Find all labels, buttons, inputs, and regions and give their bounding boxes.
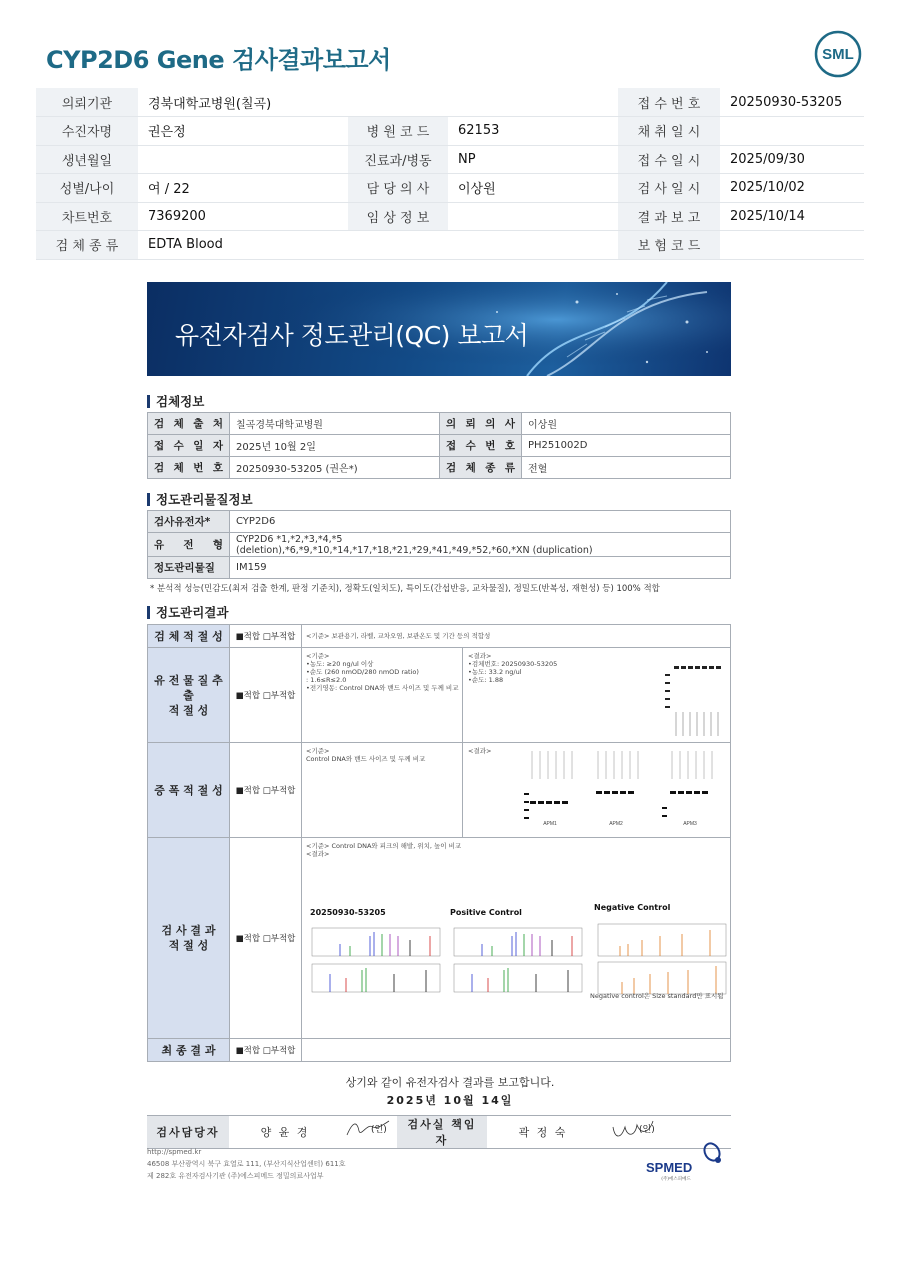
specimen-adequacy-criteria: <기준> 보관용기, 라벨, 교차오염, 보관온도 및 기간 등의 적합성	[306, 632, 491, 640]
info-value: EDTA Blood	[138, 231, 348, 260]
info-value	[720, 117, 864, 146]
spmed-logo-subtext: (주)에스피메드	[661, 1177, 691, 1182]
info-label: 병 원 코 드	[348, 117, 448, 146]
banner-title: 유전자검사 정도관리(QC) 보고서	[175, 321, 529, 350]
tech-name: 양 윤 경	[229, 1116, 341, 1149]
extraction-label-line-1: 유 전 물 질 추 출	[154, 673, 223, 702]
info-label: 채 취 일 시	[618, 117, 720, 146]
genotype-line-1: CYP2D6 *1,*2,*3,*4,*5	[236, 533, 343, 545]
test-gene: CYP2D6	[230, 511, 731, 533]
report-title: CYP2D6 Gene 검사결과보고서	[46, 46, 391, 74]
specimen-source: 칠곡경북대학교병원	[230, 413, 440, 435]
tech-label: 검사담당자	[147, 1116, 229, 1149]
info-value	[448, 88, 618, 117]
qc-material-label: 정도관리물질	[148, 557, 230, 579]
info-label: 검 체 종 류	[36, 231, 138, 260]
info-value: 여 / 22	[138, 174, 348, 203]
qc-material: IM159	[230, 557, 731, 579]
gel-label-apm3: APM3	[683, 821, 697, 827]
receipt-date: 2025년 10월 2일	[230, 435, 440, 457]
info-value	[448, 202, 618, 231]
specimen-type: 전혈	[522, 457, 731, 479]
info-value: 이상원	[448, 174, 618, 203]
info-value: 경북대학교병원(칠곡)	[138, 88, 348, 117]
director-name: 곽 정 숙	[487, 1116, 599, 1149]
specimen-number-label: 검 체 번 호	[148, 457, 230, 479]
info-label: 수진자명	[36, 117, 138, 146]
ordering-doctor-label: 의 뢰 의 사	[440, 413, 522, 435]
result-adequacy-label	[148, 838, 230, 1038]
info-value: NP	[448, 145, 618, 174]
result-label-line-1: 검 사 결 과	[161, 924, 216, 937]
extraction-adequacy-label	[148, 648, 230, 742]
gel-label-apm1: APM1	[543, 821, 557, 827]
info-label	[348, 231, 448, 260]
extraction-adequacy-check: ■적합 □부적합	[230, 648, 302, 742]
qc-material-table	[147, 510, 731, 579]
panel-title-sample: 20250930-53205	[310, 908, 386, 917]
closing-statement: 상기와 같이 유전자검사 결과를 보고합니다.	[345, 1076, 555, 1089]
info-value: 2025/10/14	[720, 202, 864, 231]
specimen-table	[147, 412, 731, 479]
patient-info-table	[36, 88, 864, 260]
info-label: 성별/나이	[36, 174, 138, 203]
electropherogram-panels	[310, 922, 734, 998]
section-heading-qc-result: 정도관리결과	[147, 606, 228, 619]
amplification-criteria-1: Control DNA와 밴드 사이즈 및 두께 비교	[306, 755, 426, 763]
ordering-doctor: 이상원	[522, 413, 731, 435]
info-value: 7369200	[138, 202, 348, 231]
amplification-criteria	[306, 747, 425, 763]
patient-info-row	[36, 145, 864, 174]
info-value	[138, 145, 348, 174]
extraction-criteria-1: •농도: ≥20 ng/ul 이상	[306, 660, 374, 668]
director-seal: (인)	[639, 1125, 655, 1135]
extraction-result-1: •검체번호: 20250930-53205	[468, 660, 558, 668]
result-adequacy-check: ■적합 □부적합	[230, 838, 302, 1038]
info-label: 보 험 코 드	[618, 231, 720, 260]
footer-org: 제 282호 유전자검사기관 (주)에스피메드 정밀의료사업부	[147, 1172, 324, 1180]
specimen-adequacy-row	[148, 625, 730, 648]
genotype-line-2: (deletion),*6,*9,*10,*14,*17,*18,*21,*29,*41,*49,*52,*60,*XN (duplication)	[236, 544, 593, 556]
specimen-type-label: 검 체 종 류	[440, 457, 522, 479]
extraction-result	[468, 652, 557, 684]
section-heading-specimen: 검체정보	[147, 395, 204, 408]
result-label-line-2: 적 절 성	[168, 939, 209, 952]
negative-control-note: Negative control은 Size standard만 표시됨	[590, 992, 724, 1000]
amplification-adequacy-check: ■적합 □부적합	[230, 743, 302, 837]
final-result-row	[148, 1039, 730, 1061]
section-heading-qc-material: 정도관리물질정보	[147, 493, 253, 506]
specimen-number: 20250930-53205 (권은*)	[230, 457, 440, 479]
footer-url: http://spmed.kr	[147, 1148, 202, 1156]
specimen-source-label: 검 체 출 처	[148, 413, 230, 435]
result-criteria	[306, 842, 461, 858]
info-value: 2025/09/30	[720, 145, 864, 174]
sml-logo	[812, 28, 864, 80]
info-label: 검 사 일 시	[618, 174, 720, 203]
extraction-adequacy-row	[148, 648, 730, 743]
extraction-criteria-3: : 1.6≤R≤2.0	[306, 676, 347, 684]
extraction-criteria-4: •전기영동: Control DNA와 밴드 사이즈 및 두께 비교	[306, 684, 459, 692]
patient-info-row	[36, 202, 864, 231]
spmed-logo	[644, 1142, 734, 1182]
final-result-check: ■적합 □부적합	[230, 1039, 302, 1061]
spmed-logo-text: SPMED	[646, 1160, 693, 1175]
genotype	[230, 533, 731, 557]
amplification-criteria-heading: <기준>	[306, 747, 330, 755]
gel-label-apm2: APM2	[609, 821, 623, 827]
qc-banner	[147, 282, 731, 376]
info-value: 20250930-53205	[720, 88, 864, 117]
info-label: 접 수 일 시	[618, 145, 720, 174]
report-date: 2025년 10월 14일	[386, 1094, 514, 1107]
info-value: 권은정	[138, 117, 348, 146]
extraction-criteria-heading: <기준>	[306, 652, 330, 660]
info-label	[348, 88, 448, 117]
patient-info-row	[36, 117, 864, 146]
extraction-result-3: •순도: 1.88	[468, 676, 504, 684]
info-value	[448, 231, 618, 260]
amplification-result-heading: <결과>	[468, 747, 492, 755]
receipt-number-label: 접 수 번 호	[440, 435, 522, 457]
extraction-result-heading: <결과>	[468, 652, 492, 660]
info-value	[720, 231, 864, 260]
specimen-adequacy-label: 검 체 적 절 성	[148, 625, 230, 647]
receipt-date-label: 접 수 일 자	[148, 435, 230, 457]
tech-signature	[341, 1116, 397, 1149]
info-value: 2025/10/02	[720, 174, 864, 203]
amplification-gel-image	[522, 749, 728, 835]
qc-result-table	[147, 624, 731, 1062]
patient-info-row	[36, 174, 864, 203]
final-result-label: 최 종 결 과	[148, 1039, 230, 1061]
info-value: 62153	[448, 117, 618, 146]
extraction-gel-image	[662, 652, 728, 738]
info-label: 의뢰기관	[36, 88, 138, 117]
extraction-criteria	[306, 652, 458, 692]
result-criteria-text: <기준> Control DNA와 피크의 해발, 위치, 높이 비교	[306, 842, 462, 850]
info-label: 담 당 의 사	[348, 174, 448, 203]
genotype-label: 유 전 형	[148, 533, 230, 557]
info-label: 결 과 보 고	[618, 202, 720, 231]
test-gene-label: 검사유전자*	[148, 511, 230, 533]
performance-note: * 분석적 성능(민감도(최저 검출 한계, 판정 기준치), 정확도(일치도), 특이도(간섭반응, 교차물질), 정밀도(반복성, 재현성) 등) 100% 적합	[150, 584, 660, 594]
info-label: 접 수 번 호	[618, 88, 720, 117]
panel-title-negative: Negative Control	[594, 903, 671, 912]
sml-logo-text: SML	[822, 46, 854, 63]
footer	[147, 1146, 346, 1182]
extraction-result-2: •농도: 33.2 ng/ul	[468, 668, 522, 676]
result-result-heading: <결과>	[306, 850, 330, 858]
extraction-label-line-2: 적 절 성	[168, 703, 209, 717]
patient-info-row	[36, 88, 864, 117]
specimen-adequacy-check: ■적합 □부적합	[230, 625, 302, 647]
patient-info-row	[36, 231, 864, 260]
footer-address: 46508 부산광역시 북구 효열로 111, (부산지식산업센터) 611호	[147, 1160, 346, 1168]
amplification-adequacy-label: 증 폭 적 절 성	[148, 743, 230, 837]
info-label: 진료과/병동	[348, 145, 448, 174]
receipt-number: PH251002D	[522, 435, 731, 457]
info-label: 생년월일	[36, 145, 138, 174]
info-label: 차트번호	[36, 202, 138, 231]
result-adequacy-row	[148, 838, 730, 1039]
panel-title-positive: Positive Control	[450, 908, 522, 917]
amplification-adequacy-row	[148, 743, 730, 838]
extraction-criteria-2: •순도 (260 nmOD/280 nmOD ratio)	[306, 668, 419, 676]
info-label: 임 상 정 보	[348, 202, 448, 231]
director-label: 검사실 책임자	[397, 1116, 487, 1149]
tech-seal: (인)	[371, 1125, 387, 1135]
